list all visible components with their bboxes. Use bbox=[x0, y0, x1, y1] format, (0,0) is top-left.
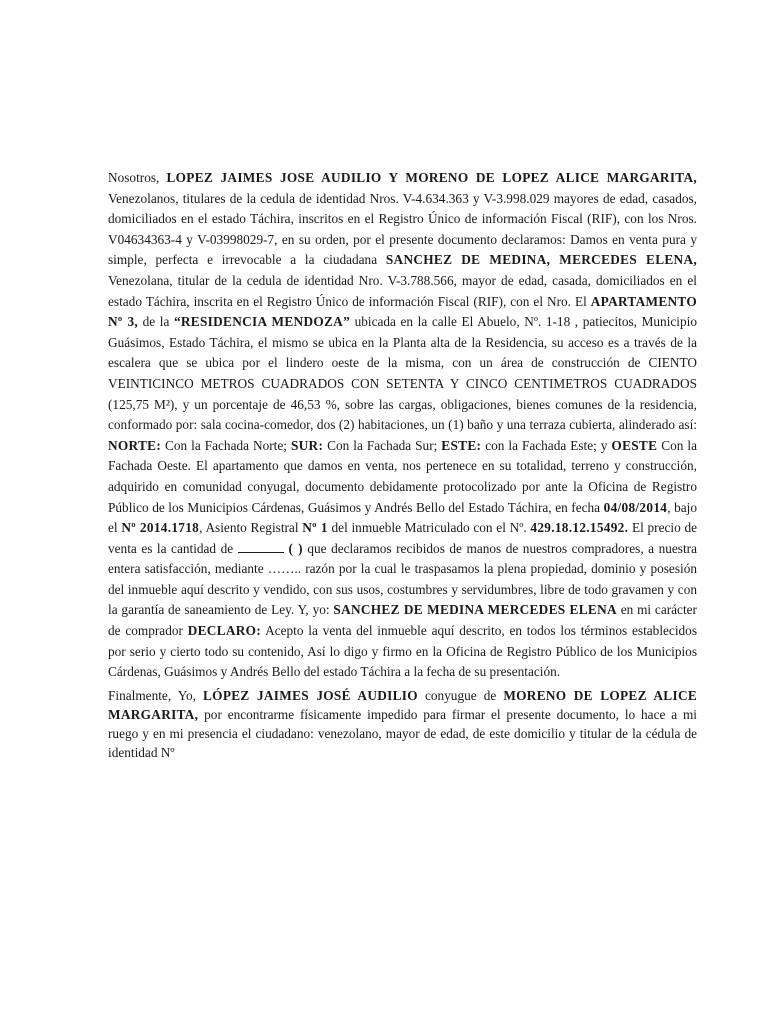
registration-number: Nº 2014.1718 bbox=[121, 520, 200, 536]
proxy-signature-paragraph bbox=[108, 686, 697, 762]
price-blank-line bbox=[238, 540, 284, 553]
residence-name: “RESIDENCIA MENDOZA” bbox=[173, 314, 351, 330]
text-segment: en mi carácter de comprador bbox=[108, 602, 697, 639]
text-segment: por encontrarme físicamente impedido para firmar el presente documento, lo hace a mi ruego y en mi presencia el ciudadano: venezolano, mayor de edad, de este domicilio y titular de la cédula de identidad Nº bbox=[108, 706, 697, 760]
property-registration-code: 429.18.12.15492. bbox=[530, 520, 629, 536]
text-segment: Acepto la venta del inmueble aquí descrito, en todos los términos establecidos por serio y cierto todo su contenido, Así lo digo y firmo en la Oficina de Registro Público de los Municipios Cárdenas, Guásimos y Andrés Bello del estado Táchira a la fecha de su presentación. bbox=[108, 623, 697, 680]
document-body bbox=[108, 168, 697, 762]
text-segment: Finalmente, Yo, bbox=[108, 687, 204, 703]
price-parentheses: ( ) bbox=[283, 540, 303, 556]
text-segment: Con la Fachada Sur; bbox=[323, 437, 442, 453]
text-segment: que declaramos recibidos de manos de nuestros compradores, a nuestra entera satisfacción, mediante …….. razón por la cual le traspasamos la plena propiedad, dominio y posesión del inmueble aquí descrito y vendido, con sus usos, costumbres y servidumbres, libre de todo gravamen y con la garantía de saneamiento de Ley. Y, yo: bbox=[108, 540, 697, 618]
text-segment: de la bbox=[138, 314, 174, 330]
boundary-north-label: NORTE: bbox=[108, 437, 162, 453]
registration-date: 04/08/2014 bbox=[603, 499, 668, 515]
buyer-name-repeat: SANCHEZ DE MEDINA MERCEDES ELENA bbox=[333, 602, 617, 618]
text-segment: conyugue de bbox=[417, 687, 504, 703]
buyer-name: SANCHEZ DE MEDINA, MERCEDES ELENA, bbox=[385, 252, 697, 268]
apartment-number: APARTAMENTO Nº 3, bbox=[108, 293, 697, 330]
boundary-east-label: ESTE: bbox=[441, 437, 482, 453]
seller-name-repeat: LÓPEZ JAIMES JOSÉ AUDILIO bbox=[203, 687, 418, 703]
text-segment: , Asiento Registral bbox=[199, 520, 303, 536]
spouse-name: MORENO DE LOPEZ ALICE MARGARITA, bbox=[108, 687, 698, 722]
text-segment: Nosotros, bbox=[108, 170, 167, 185]
text-segment: Con la Fachada Oeste. El apartamento que damos en venta, nos pertenece en su totalidad, terreno y construcción, adquirido en comunidad conyugal, documento debidamente protocolizado por ante la Oficina de Registro Público de los Municipios Cárdenas, Guásimos y Andrés Bello del Estado Táchira, en fecha bbox=[108, 437, 697, 515]
text-segment: Con la Fachada Norte; bbox=[161, 437, 291, 453]
text-segment: del inmueble Matriculado con el Nº. bbox=[327, 520, 531, 536]
boundary-west-label: OESTE bbox=[611, 437, 658, 453]
text-segment: Venezolanos, titulares de la cedula de identidad Nros. V-4.634.363 y V-3.998.029 mayores de edad, casados, domiciliados en el estado Táchira, inscritos en el Registro Único de información Fiscal (RIF), con los Nros. V04634363-4 y V-03998029-7, en su orden, por el presente documento declaramos: Damos en venta pura y simple, perfecta e irrevocable a la ciudadana bbox=[108, 190, 697, 268]
text-segment: con la Fachada Este; y bbox=[481, 437, 612, 453]
text-segment: Venezolana, titular de la cedula de identidad Nro. V-3.788.566, mayor de edad, casada, domiciliados en el estado Táchira, inscrita en el Registro Único de información Fiscal (RIF), con el Nro. El bbox=[108, 272, 697, 309]
text-segment: , bajo el bbox=[108, 499, 697, 536]
text-segment: ubicada en la calle El Abuelo, Nº. 1-18 , patiecitos, Municipio Guásimos, Estado Táchira, el mismo se ubica en la Planta alta de la Residencia, su acceso es a través de la escalera que se ubica por el lindero oeste de la misma, con un área de construcción de CIENTO VEINTICINCO METROS CUADRADOS CON SETENTA Y CINCO CENTIMETROS CUADRADOS (125,75 M²), y un porcentaje de 46,53 %, sobre las cargas, obligaciones, bienes comunes de la residencia, conformado por: sala cocina-comedor, dos (2) habitaciones, un (1) baño y una terraza cubierta, alinderado así: bbox=[108, 314, 697, 433]
sellers-names: LOPEZ JAIMES JOSE AUDILIO Y MORENO DE LOPEZ ALICE MARGARITA, bbox=[166, 170, 697, 185]
boundary-south-label: SUR: bbox=[290, 437, 324, 453]
registry-entry-number: Nº 1 bbox=[302, 520, 328, 536]
text-segment: El precio de venta es la cantidad de bbox=[108, 520, 697, 556]
sale-declaration-paragraph bbox=[108, 168, 697, 683]
declaration-label: DECLARO: bbox=[187, 623, 262, 639]
